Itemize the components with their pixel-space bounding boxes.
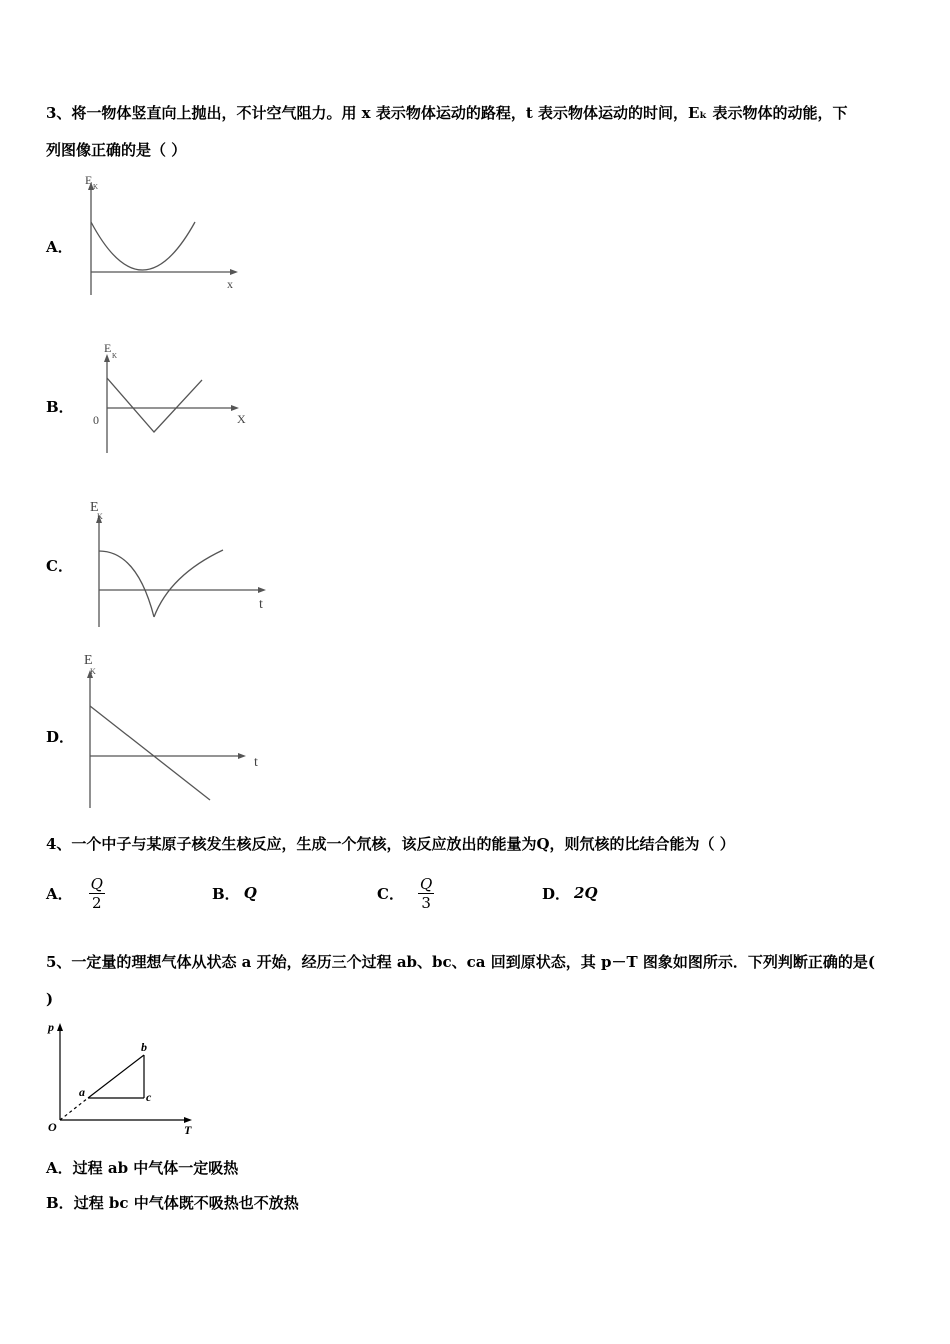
q3-a-ylabel: E (85, 173, 93, 187)
q3-b-ylabel: E (104, 341, 112, 355)
q3-d-xlabel: t (254, 755, 258, 770)
q3-b-ysub: K (112, 352, 118, 360)
q4-option-c-numerator: Q (419, 874, 433, 893)
q4-option-d-value: 2Q (574, 884, 598, 902)
q3-d-ysub: K (90, 667, 96, 676)
q3-d-ylabel: E (84, 653, 93, 668)
q4-option-d[interactable] (542, 868, 598, 918)
q5-option-a-text: 过程 ab 中气体一定吸热 (72, 1159, 239, 1177)
q5-pt-graph (40, 1015, 205, 1140)
q4-option-c-denominator: 3 (421, 893, 431, 912)
q4-option-c[interactable] (377, 868, 434, 918)
q3-option-b-graph (85, 338, 255, 458)
q5-graph-ylabel: p (48, 1020, 54, 1034)
q3-b-xlabel: X (237, 412, 246, 426)
q3-stem-line2: 列图像正确的是（ ） (46, 141, 187, 159)
q5-graph-point-a: a (79, 1085, 85, 1099)
q4-option-b-label: B． (212, 884, 240, 903)
q3-option-b-label[interactable]: B． (46, 398, 74, 416)
q3-option-a-graph (80, 170, 250, 305)
q5-graph-xlabel: T (184, 1123, 192, 1137)
q4-option-b[interactable] (212, 868, 257, 918)
q5-stem-line1: 5、一定量的理想气体从状态 a 开始，经历三个过程 ab、bc、ca 回到原状态，其 p－T 图象如图所示．下列判断正确的是( (46, 953, 875, 971)
q3-b-origin: 0 (93, 413, 99, 427)
q4-option-a-numerator: Q (90, 874, 103, 893)
q3-c-ylabel: E (90, 500, 99, 515)
q4-option-a-fraction (89, 875, 105, 912)
q4-option-a[interactable] (46, 868, 105, 918)
q4-option-c-fraction (418, 875, 434, 912)
q3-option-d-label[interactable]: D． (46, 728, 75, 746)
q5-graph-point-c: c (146, 1090, 152, 1104)
q3-a-ysub: K (93, 183, 99, 191)
q5-graph-origin: O (48, 1120, 57, 1134)
q5-graph-point-b: b (141, 1040, 147, 1054)
q4-option-b-value: Q (243, 884, 257, 902)
q5-option-a-label: A． (46, 1159, 73, 1177)
q3-a-xlabel: x (227, 277, 233, 291)
q4-option-c-label: C． (377, 884, 404, 903)
q3-option-c-label[interactable]: C． (46, 557, 73, 575)
q5-stem-line2: ) (46, 990, 54, 1008)
q5-option-b[interactable] (46, 1192, 299, 1213)
q3-stem-line1: 3、将一物体竖直向上抛出，不计空气阻力。用 x 表示物体运动的路程，t 表示物体运动的时间，Eₖ 表示物体的动能，下 (46, 104, 848, 122)
q5-option-b-label: B． (46, 1194, 74, 1212)
q5-option-a[interactable] (46, 1157, 238, 1178)
q3-option-d-graph (78, 648, 278, 810)
q3-option-a-label[interactable]: A． (46, 238, 73, 256)
q3-c-ysub: K (97, 512, 103, 521)
q4-stem: 4、一个中子与某原子核发生核反应，生成一个氘核，该反应放出的能量为Q，则氘核的比结合能为（ ） (46, 835, 735, 853)
q3-c-xlabel: t (259, 597, 263, 612)
q5-option-b-text: 过程 bc 中气体既不吸热也不放热 (73, 1194, 299, 1212)
q3-option-c-graph (85, 495, 275, 630)
q4-option-d-label: D． (542, 884, 571, 903)
q4-option-a-label: A． (46, 884, 73, 903)
q4-option-a-denominator: 2 (92, 893, 102, 912)
